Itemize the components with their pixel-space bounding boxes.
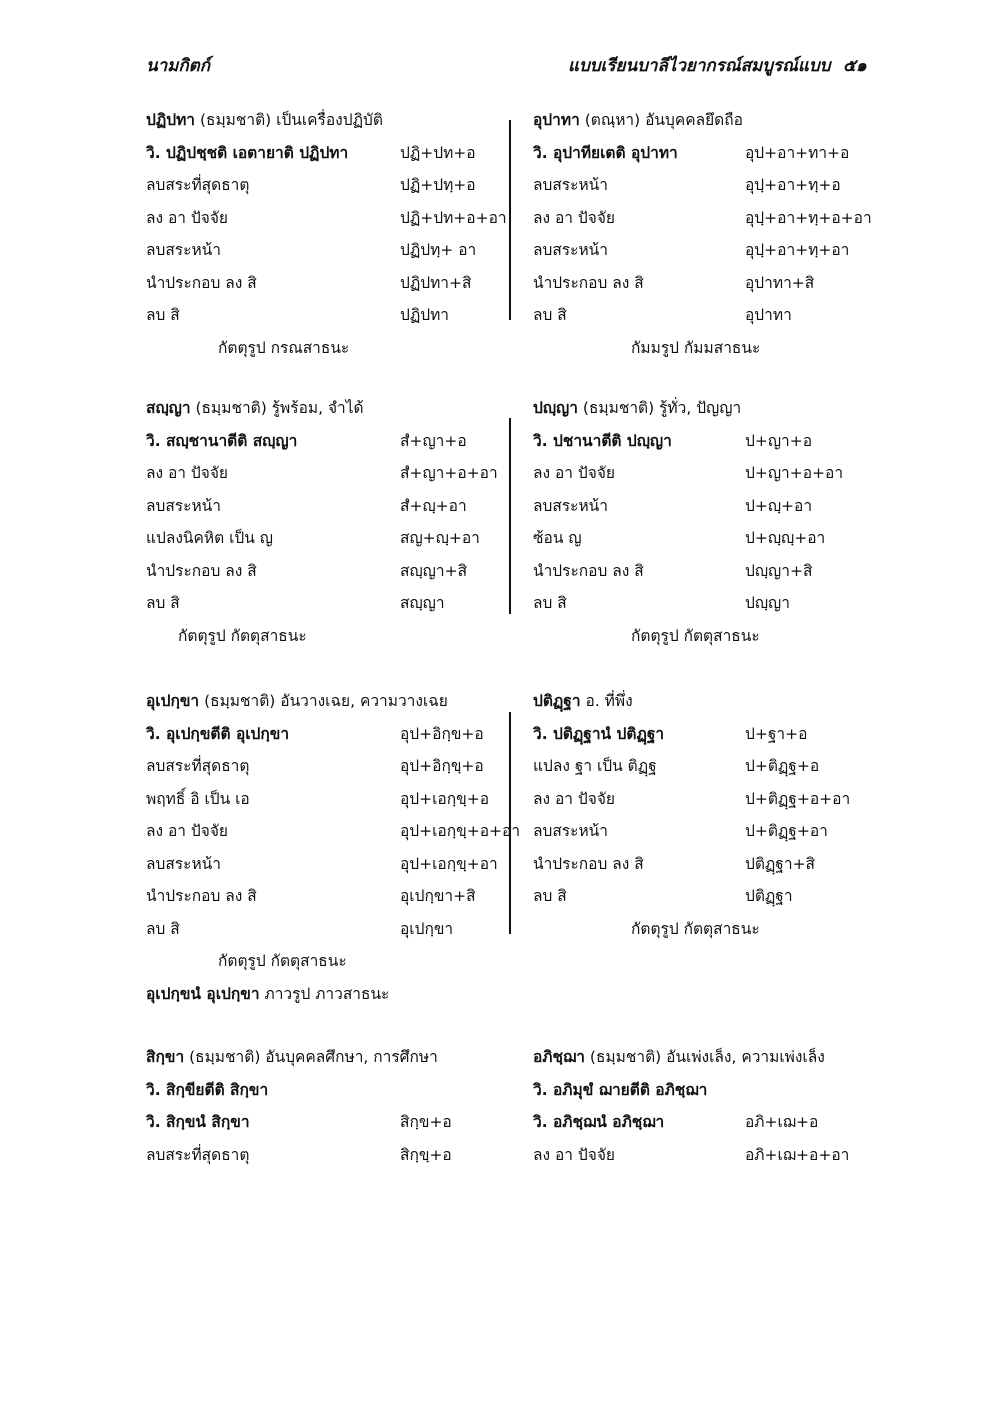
step-label: นำประกอบ ลง สิ — [146, 887, 257, 905]
step-form: อุปาทา+สิ — [745, 273, 815, 292]
step-form: อุเปกฺขา+สิ — [400, 887, 476, 905]
entry-block — [146, 104, 507, 364]
entry-headword: อุปาทา — [533, 111, 580, 129]
derivation-step — [146, 299, 501, 332]
entry-headword: ปฏิปทา — [146, 111, 196, 129]
step-label: ลง อา ปัจจัย — [146, 822, 229, 840]
step-label: ลบสระหน้า — [146, 496, 221, 515]
step-form: อุป+อิกฺข+อ — [400, 724, 484, 743]
step-label: ลง อา ปัจจัย — [533, 464, 616, 482]
result-line: กัมมรูป กัมมสาธนะ — [631, 338, 761, 357]
step-label: ลบสระที่สุดธาตุ — [146, 757, 250, 775]
running-head-left: นามกิตก์ — [146, 56, 210, 76]
page-number: ๕๑ — [843, 56, 867, 76]
derivation-step — [146, 202, 507, 235]
derivation-step — [533, 425, 878, 458]
derivation-step — [533, 234, 878, 267]
derivation-step — [146, 783, 501, 816]
step-label: ซ้อน ญ — [533, 529, 582, 547]
entry-title — [533, 685, 878, 718]
entry-gloss: (ธมฺมชาติ) อันวางเฉย, ความวางเฉย — [199, 692, 448, 710]
derivation-step — [146, 1106, 501, 1139]
entry-headword: สิกฺขา — [146, 1048, 185, 1066]
step-form: ปญฺญา — [745, 594, 790, 612]
derivation-step — [533, 555, 878, 588]
entry-headword: ปญฺญา — [533, 399, 578, 417]
derivation-step — [533, 490, 878, 523]
derivation-step — [146, 490, 501, 523]
step-label: ลบสระหน้า — [146, 854, 221, 873]
derivation-step — [533, 522, 878, 555]
step-form: ป+ฐา+อ — [745, 724, 808, 743]
entry-gloss: (ธมฺมชาติ) รู้พร้อม, จำได้ — [190, 399, 364, 417]
step-form: อุป+เอกฺขฺ+อา — [400, 854, 498, 873]
step-label: แปลงนิคหิต เป็น ญ — [146, 529, 273, 547]
step-label: ลบสระที่สุดธาตุ — [146, 1145, 250, 1164]
entry-gloss: อ. ที่พึ่ง — [580, 692, 633, 710]
step-label: นำประกอบ ลง สิ — [146, 273, 257, 292]
derivation-step — [146, 1139, 501, 1172]
step-form: อุป+อา+ทา+อ — [745, 143, 850, 162]
derivation-step — [533, 299, 878, 332]
derivation-step — [146, 750, 501, 783]
entry-block — [146, 392, 501, 652]
entry-title — [146, 392, 501, 425]
entry-title — [533, 1041, 878, 1074]
derivation-step — [533, 137, 878, 170]
derivation-step — [146, 555, 501, 588]
derivation-step — [146, 913, 501, 946]
entry-gloss: (ธมฺมชาติ) เป็นเครื่องปฏิบัติ — [195, 111, 383, 129]
extra-gloss: ภาวรูป ภาวสาธนะ — [259, 984, 390, 1003]
entry-block — [533, 685, 878, 945]
derivation-step — [146, 587, 501, 620]
step-label: ลง อา ปัจจัย — [146, 208, 229, 227]
step-label: ลบ สิ — [146, 306, 180, 324]
step-form: อุปฺ+อา+ทฺ+อ — [745, 176, 841, 194]
derivation-step — [533, 848, 878, 881]
step-label: นำประกอบ ลง สิ — [146, 561, 257, 580]
step-label: พฤทธิ์ อิ เป็น เอ — [146, 789, 250, 808]
entry-headword: อุเปกฺขา — [146, 692, 200, 710]
step-label: ลบ สิ — [146, 919, 180, 938]
step-form: สํ+ญฺ+อา — [400, 496, 467, 515]
result-line: กัตตุรูป กัตตุสาธนะ — [631, 919, 760, 938]
step-form: สญฺญา+สิ — [400, 561, 468, 580]
step-form: อุป+เอกฺขฺ+อ+อา — [400, 822, 521, 840]
step-form: ปติฏฺฐา+สิ — [745, 854, 816, 873]
derivation-step — [146, 137, 501, 170]
step-form: อุป+เอกฺขฺ+อ — [400, 789, 490, 808]
step-form: อุป+อิกฺขฺ+อ — [400, 757, 484, 775]
step-form: สญ+ญฺ+อา — [400, 529, 480, 547]
step-label: วิ. อุเปกฺขตีติ อุเปกฺขา — [146, 724, 290, 743]
derivation-step — [533, 457, 878, 490]
step-form: อภิ+เฌ+อ — [745, 1113, 819, 1131]
entry-gloss: (ธมฺมชาติ) อันเพ่งเล็ง, ความเพ่งเล็ง — [585, 1048, 825, 1066]
step-label: วิ. สิกฺขียตีติ สิกฺขา — [146, 1080, 269, 1099]
derivation-step — [533, 1074, 878, 1107]
derivation-step — [533, 880, 878, 913]
step-form: ป+ญา+อ+อา — [745, 464, 844, 482]
derivation-step — [533, 718, 878, 751]
step-label: ลบ สิ — [146, 594, 180, 612]
derivation-step — [146, 522, 501, 555]
step-form: สิกฺข+อ — [400, 1113, 452, 1131]
step-label: วิ. ปฏิปชฺชติ เอตายาติ ปฏิปทา — [146, 143, 349, 162]
step-form: ปฏิ+ปท+อ — [400, 143, 476, 162]
derivation-step — [146, 169, 501, 202]
derivation-step — [146, 718, 501, 751]
entry-headword: ปติฏฺฐา — [533, 692, 581, 710]
entry-block — [146, 1041, 501, 1171]
derivation-step — [146, 234, 501, 267]
step-label: ลง อา ปัจจัย — [533, 1145, 616, 1164]
derivation-step — [146, 267, 501, 300]
running-head-right: แบบเรียนบาลีไวยากรณ์สมบูรณ์แบบ — [568, 56, 831, 76]
entry-block — [533, 392, 878, 652]
column-divider — [509, 120, 511, 320]
derivation-step — [146, 425, 501, 458]
entry-headword: อภิชฺฌา — [533, 1048, 585, 1066]
step-form: สํ+ญา+อ — [400, 431, 467, 450]
derivation-step — [533, 1139, 878, 1172]
derivation-step — [533, 267, 878, 300]
step-form: ป+ญา+อ — [745, 431, 813, 450]
step-form: อุปฺ+อา+ทฺ+อ+อา — [745, 208, 872, 227]
step-label: วิ. อภิชฺฌนํ อภิชฺฌา — [533, 1113, 665, 1131]
result-line: กัตตุรูป กัตตุสาธนะ — [178, 626, 307, 645]
extra-definition — [146, 978, 501, 1011]
step-form: อุปาทา — [745, 306, 792, 324]
step-label: ลบ สิ — [533, 594, 567, 612]
step-label: ลบสระหน้า — [533, 822, 608, 840]
step-label: ลง อา ปัจจัย — [146, 464, 229, 482]
step-form: สํ+ญา+อ+อา — [400, 464, 498, 482]
step-form: ป+ญฺญฺ+อา — [745, 529, 826, 547]
step-form: ปฏิ+ปทฺ+อ — [400, 176, 476, 194]
step-form: สิกฺขฺ+อ — [400, 1145, 452, 1164]
derivation-step — [146, 815, 521, 848]
step-label: วิ. ปติฏฺฐานํ ปติฏฺฐา — [533, 724, 665, 743]
step-label: ลง อา ปัจจัย — [533, 789, 616, 808]
entry-gloss: (ธมฺมชาติ) อันบุคคลศึกษา, การศึกษา — [184, 1048, 438, 1066]
entry-gloss: (ตณฺหา) อันบุคคลยึดถือ — [579, 111, 743, 129]
step-label: ลบ สิ — [533, 887, 567, 905]
step-form: ป+ติฏฺฐ+อ+อา — [745, 789, 851, 808]
step-form: ปติฏฺฐา — [745, 887, 793, 905]
result-line: กัตตุรูป กัตตุสาธนะ — [631, 626, 760, 645]
derivation-step — [533, 1106, 878, 1139]
derivation-step — [533, 202, 878, 235]
step-form: อุเปกฺขา — [400, 919, 454, 938]
entry-title — [146, 685, 501, 718]
step-form: ปฏิปทา+สิ — [400, 273, 472, 292]
step-label: ลบสระหน้า — [533, 496, 608, 515]
derivation-step — [146, 848, 501, 881]
step-label: ลบ สิ — [533, 306, 567, 324]
step-label: วิ. สิกฺขนํ สิกฺขา — [146, 1113, 250, 1131]
derivation-step — [533, 750, 878, 783]
step-label: ลง อา ปัจจัย — [533, 208, 616, 227]
entry-block — [533, 1041, 878, 1171]
step-label: แปลง ฐา เป็น ติฏฺฐ — [533, 757, 657, 775]
entry-title — [146, 1041, 501, 1074]
step-label: วิ. ปชานาตีติ ปญฺญา — [533, 431, 672, 450]
step-label: นำประกอบ ลง สิ — [533, 561, 644, 580]
step-form: ปฏิปทฺ+ อา — [400, 241, 477, 259]
step-form: ปฏิปทา — [400, 306, 450, 324]
entry-title — [533, 104, 878, 137]
step-form: อุปฺ+อา+ทฺ+อา — [745, 241, 850, 259]
entry-block — [146, 685, 521, 1010]
derivation-step — [146, 457, 501, 490]
extra-headword: อุเปกฺขนํ อุเปกฺขา — [146, 984, 260, 1003]
result-line: กัตตุรูป กัตตุสาธนะ — [218, 952, 347, 970]
step-form: อภิ+เฌ+อ+อา — [745, 1145, 850, 1164]
step-label: นำประกอบ ลง สิ — [533, 273, 644, 292]
step-label: วิ. อภิมุขํ ฌายตีติ อภิชฺฌา — [533, 1080, 708, 1099]
step-form: ปญฺญา+สิ — [745, 561, 813, 580]
step-form: ปฏิ+ปท+อ+อา — [400, 208, 507, 227]
step-label: ลบสระที่สุดธาตุ — [146, 176, 250, 194]
entry-block — [533, 104, 878, 364]
derivation-step — [533, 587, 878, 620]
entry-title — [533, 392, 878, 425]
step-form: ป+ญฺ+อา — [745, 496, 813, 515]
entry-gloss: (ธมฺมชาติ) รู้ทั่ว, ปัญญา — [577, 399, 742, 417]
column-divider — [509, 418, 511, 614]
step-label: ลบสระหน้า — [533, 241, 608, 259]
entry-headword: สญฺญา — [146, 399, 191, 417]
step-label: นำประกอบ ลง สิ — [533, 854, 644, 873]
entry-title — [146, 104, 501, 137]
derivation-step — [533, 169, 878, 202]
derivation-step — [146, 1074, 501, 1107]
step-label: ลบสระหน้า — [533, 176, 608, 194]
result-line: กัตตุรูป กรณสาธนะ — [218, 338, 350, 357]
step-form: ป+ติฏฺฐ+อา — [745, 822, 828, 840]
step-label: ลบสระหน้า — [146, 241, 221, 259]
step-label: วิ. อุปาทียเตติ อุปาทา — [533, 143, 678, 162]
derivation-step — [533, 815, 878, 848]
step-form: สญฺญา — [400, 594, 445, 612]
derivation-step — [533, 783, 878, 816]
derivation-step — [146, 880, 501, 913]
step-label: วิ. สญฺชานาตีติ สญฺญา — [146, 431, 298, 450]
step-form: ป+ติฏฺฐ+อ — [745, 757, 820, 775]
